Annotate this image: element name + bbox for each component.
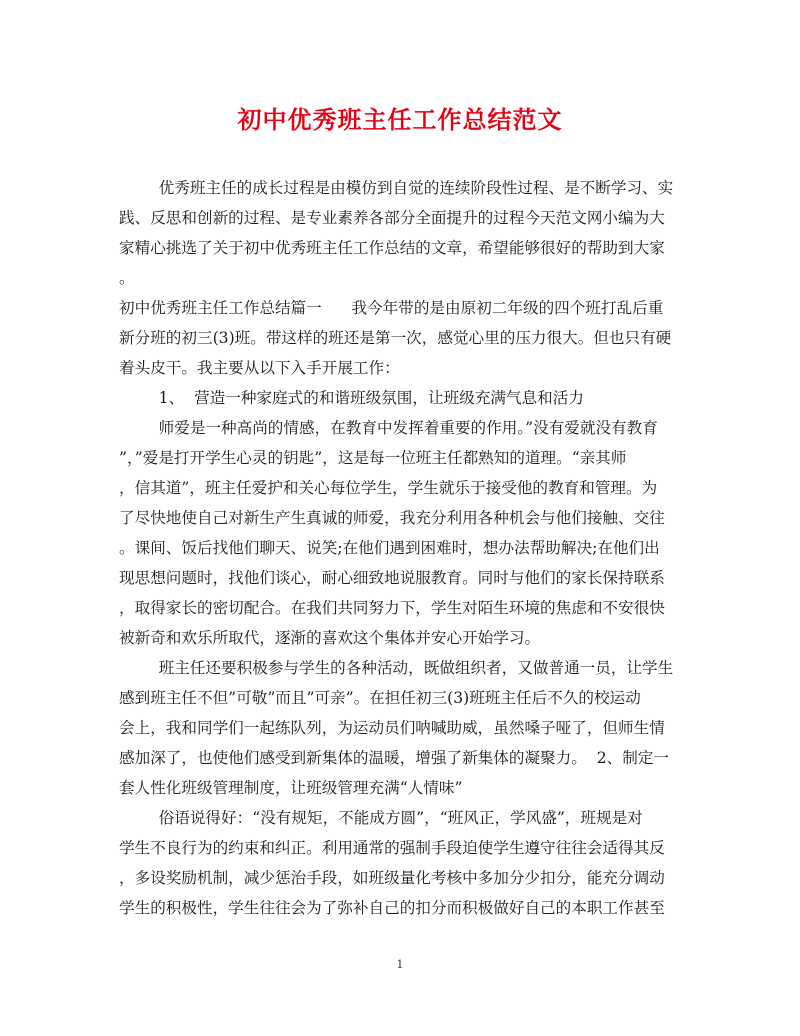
text-line: 班主任还要积极参与学生的各种活动，既做组织者，又做普通一员，让学生 bbox=[119, 659, 674, 677]
text-line: 套人性化班级管理制度，让班级管理充满“人情味” bbox=[119, 779, 463, 797]
text-line: ，取得家长的密切配合。在我们共同努力下，学生对陌生环境的焦虑和不安很快 bbox=[119, 599, 665, 617]
text-line: 感到班主任不但”可敬”而且”可亲”。在担任初三(3)班班主任后不久的校运动 bbox=[119, 689, 641, 707]
text-line: 。课间、饭后找他们聊天、说笑;在他们遇到困难时，想办法帮助解决;在他们出 bbox=[119, 539, 660, 557]
page-number: 1 bbox=[396, 958, 404, 971]
text-line: 会上，我和同学们一起练队列，为运动员们呐喊助威，虽然嗓子哑了，但师生情 bbox=[119, 719, 665, 737]
text-line: 学生的积极性，学生往往会为了弥补自己的扣分而积极做好自己的本职工作甚至 bbox=[119, 899, 665, 917]
text-line: 。 bbox=[119, 269, 135, 287]
text-line: 践、反思和创新的过程、是专业素养各部分全面提升的过程今天范文网小编为大 bbox=[119, 209, 665, 227]
text-line: 1、 营造一种家庭式的和谐班级氛围，让班级充满气息和活力 bbox=[119, 389, 584, 407]
text-line: 新分班的初三(3)班。带这样的班还是第一次，感觉心里的压力很大。但也只有硬 bbox=[119, 329, 672, 347]
text-line: 着头皮干。我主要从以下入手开展工作： bbox=[119, 359, 400, 377]
text-line: 被新奇和欢乐所取代，逐渐的喜欢这个集体并安心开始学习。 bbox=[119, 629, 541, 647]
text-line: 现思想问题时，找他们谈心，耐心细致地说服教育。同时与他们的家长保持联系 bbox=[119, 569, 665, 587]
text-line: 学生不良行为的约束和纠正。利用通常的强制手段迫使学生遵守往往会适得其反 bbox=[119, 839, 665, 857]
text-line: ”，”爱是打开学生心灵的钥匙”，这是每一位班主任都熟知的道理。“亲其师 bbox=[119, 449, 627, 467]
text-line: 优秀班主任的成长过程是由模仿到自觉的连续阶段性过程、是不断学习、实 bbox=[119, 179, 674, 197]
text-line: 师爱是一种高尚的情感，在教育中发挥着重要的作用。”没有爱就没有教育 bbox=[119, 419, 658, 437]
text-line: 初中优秀班主任工作总结篇一 我今年带的是由原初二年级的四个班打乱后重 bbox=[119, 299, 664, 317]
document-body bbox=[119, 173, 681, 923]
document-title: 初中优秀班主任工作总结范文 bbox=[237, 105, 563, 134]
text-line: ，多设奖励机制，减少惩治手段，如班级量化考核中多加分少扣分，能充分调动 bbox=[119, 869, 665, 887]
text-line: 了尽快地使自己对新生产生真诚的师爱，我充分利用各种机会与他们接触、交往 bbox=[119, 509, 665, 527]
text-line: 家精心挑选了关于初中优秀班主任工作总结的文章，希望能够很好的帮助到大家 bbox=[119, 239, 665, 257]
text-line: 俗语说得好：“没有规矩，不能成方圆”，“班风正，学风盛”，班规是对 bbox=[119, 809, 643, 827]
text-line: 感加深了，也使他们感受到新集体的温暖，增强了新集体的凝聚力。 2、制定一 bbox=[119, 749, 670, 767]
text-line: ，信其道”，班主任爱护和关心每位学生，学生就乐于接受他的教育和管理。为 bbox=[119, 479, 658, 497]
